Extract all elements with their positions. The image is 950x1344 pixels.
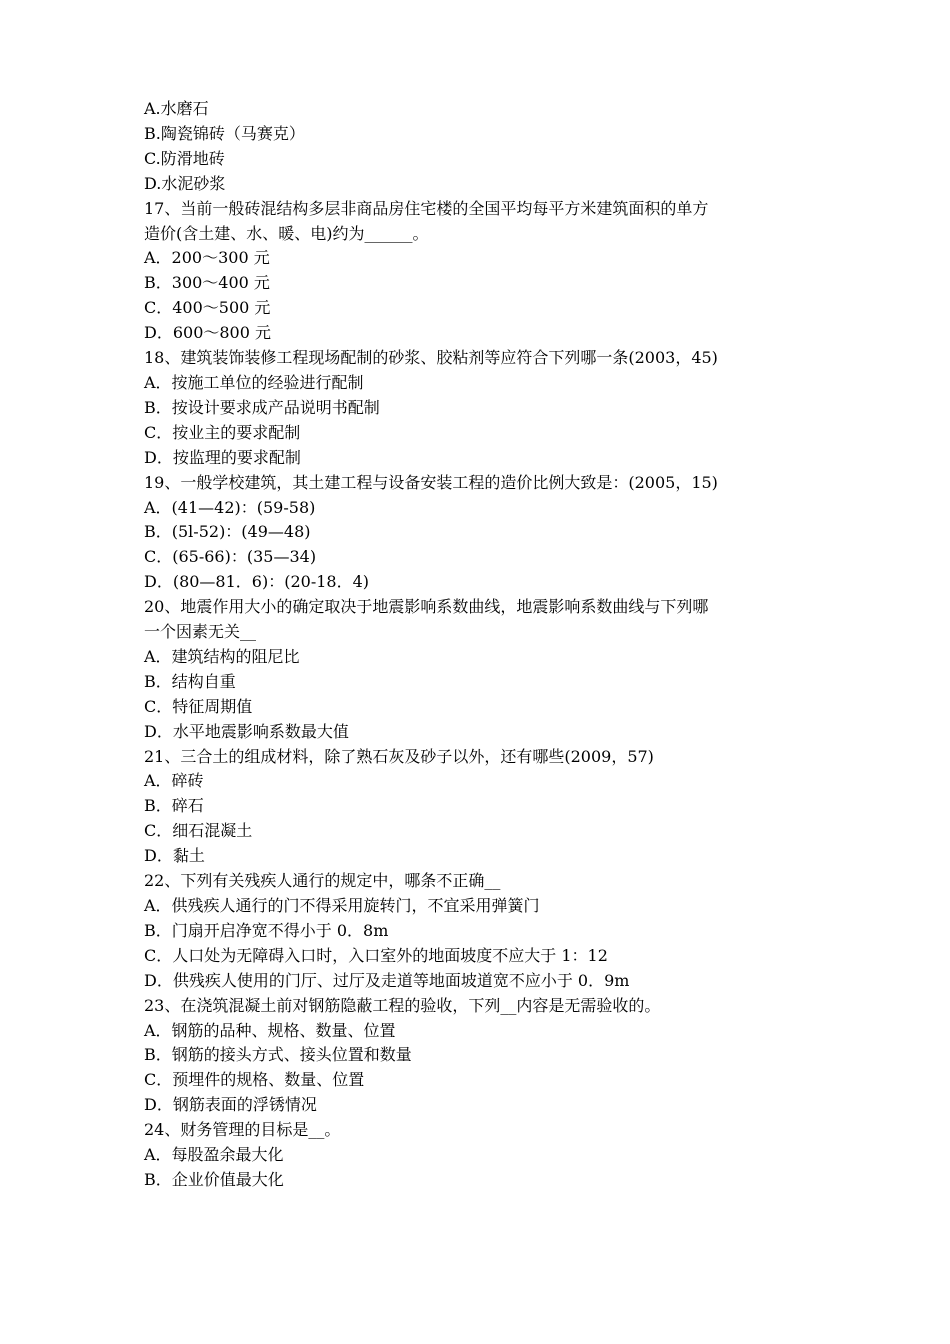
option-line: B.陶瓷锦砖（马赛克） [144, 123, 305, 143]
question-17-cont: 造价(含土建、水、暖、电)约为______。 [144, 223, 429, 243]
question-21: 21、三合土的组成材料，除了熟石灰及砂子以外，还有哪些(2009，57) [144, 746, 654, 766]
option-line: D．黏土 [144, 846, 205, 866]
question-24: 24、财务管理的目标是__。 [144, 1120, 341, 1140]
option-line: A．按施工单位的经验进行配制 [144, 372, 364, 392]
option-line: B．结构自重 [144, 671, 236, 691]
option-line: B．(5l-52)：(49—48) [144, 522, 311, 542]
option-line: B．碎石 [144, 796, 204, 816]
option-line: D．水平地震影响系数最大值 [144, 721, 349, 741]
option-line: A．每股盈余最大化 [144, 1145, 284, 1165]
option-line: D．600～800 元 [144, 323, 271, 343]
question-22: 22、下列有关残疾人通行的规定中，哪条不正确__ [144, 871, 501, 891]
option-line: C.防滑地砖 [144, 148, 225, 168]
option-line: B．按设计要求成产品说明书配制 [144, 397, 380, 417]
question-19: 19、一般学校建筑，其土建工程与设备安装工程的造价比例大致是：(2005，15) [144, 472, 718, 492]
option-line: C．人口处为无障碍入口时，入口室外的地面坡度不应大于 1：12 [144, 945, 608, 965]
option-line: B．门扇开启净宽不得小于 0．8m [144, 920, 389, 940]
option-line: C．预埋件的规格、数量、位置 [144, 1070, 365, 1090]
question-18: 18、建筑装饰装修工程现场配制的砂浆、胶粘剂等应符合下列哪一条(2003，45) [144, 348, 718, 368]
option-line: C．400～500 元 [144, 298, 271, 318]
question-20-cont: 一个因素无关__ [144, 622, 257, 642]
question-17: 17、当前一般砖混结构多层非商品房住宅楼的全国平均每平方米建筑面积的单方 [144, 198, 709, 218]
option-line: A．供残疾人通行的门不得采用旋转门，不宜采用弹簧门 [144, 896, 540, 915]
option-line: D．(80—81．6)：(20-18．4) [144, 572, 370, 592]
option-line: C．细石混凝土 [144, 821, 253, 841]
option-line: A．(41—42)：(59-58) [144, 497, 316, 517]
option-line: D．按监理的要求配制 [144, 447, 301, 467]
option-line: A．钢筋的品种、规格、数量、位置 [144, 1020, 396, 1040]
option-line: D．钢筋表面的浮锈情况 [144, 1095, 317, 1115]
option-line: C．特征周期值 [144, 696, 253, 716]
option-line: C．按业主的要求配制 [144, 422, 301, 442]
question-23: 23、在浇筑混凝土前对钢筋隐蔽工程的验收，下列__内容是无需验收的。 [144, 995, 661, 1015]
option-line: D.水泥砂浆 [144, 173, 226, 193]
option-line: A．建筑结构的阻尼比 [144, 646, 300, 666]
option-line: A．碎砖 [144, 771, 204, 791]
option-line: B．钢筋的接头方式、接头位置和数量 [144, 1045, 412, 1065]
option-line: A．200～300 元 [144, 248, 270, 268]
option-line: B．企业价值最大化 [144, 1169, 284, 1189]
question-20: 20、地震作用大小的确定取决于地震影响系数曲线，地震影响系数曲线与下列哪 [144, 597, 709, 617]
document-page [144, 97, 810, 1193]
option-line: C．(65-66)：(35—34) [144, 547, 317, 567]
option-line: A.水磨石 [144, 99, 209, 118]
option-line: D．供残疾人使用的门厅、过厅及走道等地面坡道宽不应小于 0．9m [144, 970, 630, 990]
option-line: B．300～400 元 [144, 273, 270, 293]
